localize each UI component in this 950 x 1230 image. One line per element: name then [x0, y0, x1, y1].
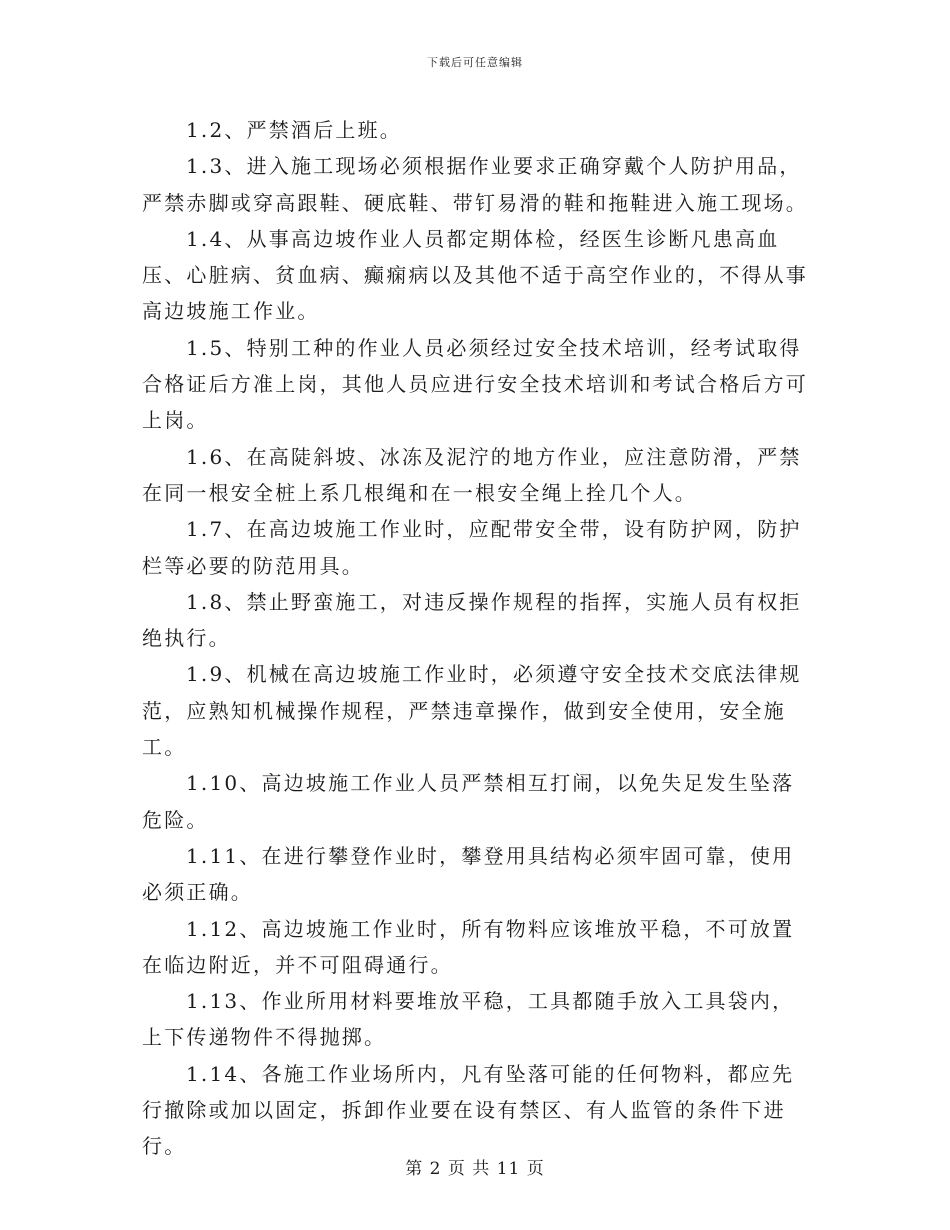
paragraph-1-7: 1.7、在高边坡施工作业时，应配带安全带，设有防护网，防护栏等必要的防范用具。 — [142, 517, 802, 578]
paragraph-1-12: 1.12、高边坡施工作业时，所有物料应该堆放平稳，不可放置在临边附近，并不可阻碍通行。 — [142, 916, 795, 977]
paragraph-1-13: 1.13、作业所用材料要堆放平稳，工具都随手放入工具袋内，上下传递物件不得抛掷。 — [142, 989, 795, 1050]
paragraph-1-8: 1.8、禁止野蛮施工，对违反操作规程的指挥，实施人员有权拒绝执行。 — [142, 589, 802, 651]
page-header: 下载后可任意编辑 — [427, 56, 523, 69]
paragraph-1-10: 1.10、高边坡施工作业人员严禁相互打闹，以免失足发生坠落危险。 — [142, 771, 795, 832]
paragraph-1-5: 1.5、特别工种的作业人员必须经过安全技术培训，经考试取得合格证后方准上岗，其他人员应进行安全技术培训和考试合格后方可上岗。 — [142, 335, 808, 433]
page-number-footer: 第 2 页 共 11 页 — [405, 1159, 545, 1179]
paragraph-1-11: 1.11、在进行攀登作业时，攀登用具结构必须牢固可靠，使用必须正确。 — [142, 843, 795, 905]
paragraph-1-14: 1.14、各施工作业场所内，凡有坠落可能的任何物料，都应先行撤除或加以固定，拆卸作业要在设有禁区、有人监管的条件下进行。 — [142, 1061, 795, 1159]
paragraph-1-6: 1.6、在高陡斜坡、冰冻及泥泞的地方作业，应注意防滑，严禁在同一根安全桩上系几根绳和在一根安全绳上拴几个人。 — [142, 444, 802, 505]
paragraph-1-4: 1.4、从事高边坡作业人员都定期体检，经医生诊断凡患高血压、心脏病、贫血病、癫痫病以及其他不适于高空作业的，不得从事高边坡施工作业。 — [142, 226, 808, 324]
paragraph-1-2: 1.2、严禁酒后上班。 — [186, 118, 403, 142]
paragraph-1-3: 1.3、进入施工现场必须根据作业要求正确穿戴个人防护用品，严禁赤脚或穿高跟鞋、硬底鞋、带钉易滑的鞋和拖鞋进入施工现场。 — [142, 154, 808, 215]
paragraph-1-9: 1.9、机械在高边坡施工作业时，必须遵守安全技术交底法律规范，应熟知机械操作规程，严禁违章操作，做到安全使用，安全施工。 — [142, 662, 802, 760]
document-body — [142, 112, 810, 1165]
